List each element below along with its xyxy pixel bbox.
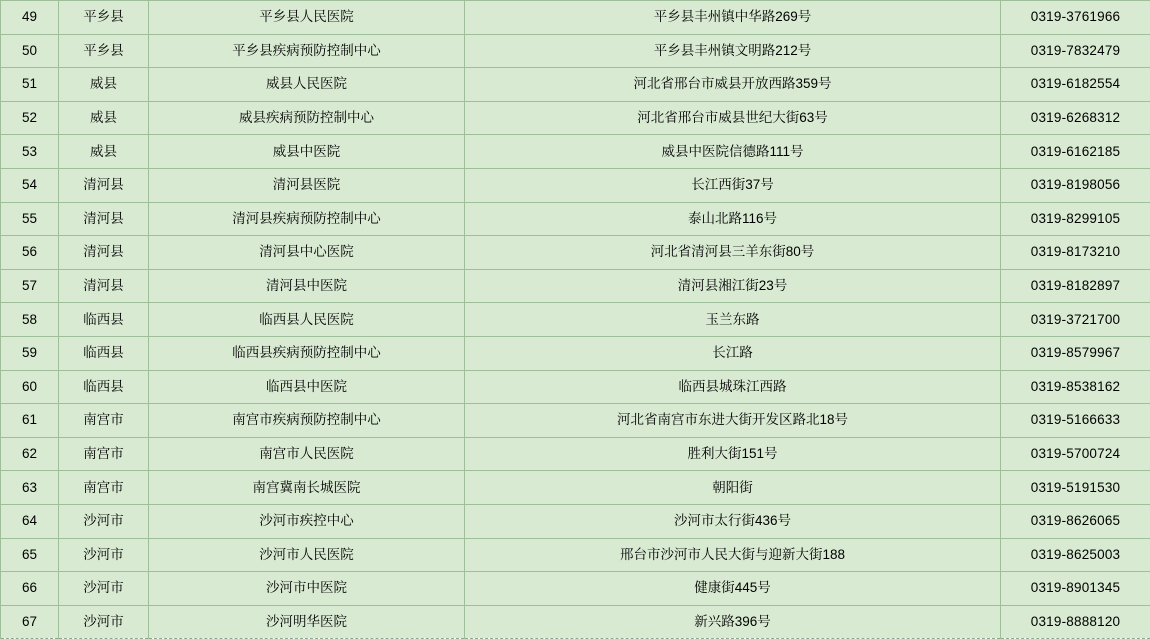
cell-phone: 0319-8198056 <box>1001 168 1150 202</box>
cell-region: 威县 <box>59 68 149 102</box>
cell-organization: 平乡县人民医院 <box>149 1 465 35</box>
cell-organization: 沙河明华医院 <box>149 605 465 639</box>
cell-region: 临西县 <box>59 370 149 404</box>
cell-organization: 南宫市疾病预防控制中心 <box>149 404 465 438</box>
cell-index: 49 <box>1 1 59 35</box>
cell-organization: 沙河市疾控中心 <box>149 504 465 538</box>
table-row <box>1 68 1150 102</box>
cell-index: 61 <box>1 404 59 438</box>
table-row <box>1 269 1150 303</box>
table-row <box>1 504 1150 538</box>
cell-address: 沙河市太行街436号 <box>465 504 1001 538</box>
table-row <box>1 101 1150 135</box>
cell-address: 长江路 <box>465 336 1001 370</box>
cell-address: 临西县城珠江西路 <box>465 370 1001 404</box>
cell-organization: 南宫冀南长城医院 <box>149 471 465 505</box>
cell-region: 清河县 <box>59 269 149 303</box>
cell-address: 河北省南宫市东进大街开发区路北18号 <box>465 404 1001 438</box>
cell-index: 63 <box>1 471 59 505</box>
cell-phone: 0319-5166633 <box>1001 404 1150 438</box>
cell-organization: 平乡县疾病预防控制中心 <box>149 34 465 68</box>
cell-organization: 清河县疾病预防控制中心 <box>149 202 465 236</box>
cell-index: 50 <box>1 34 59 68</box>
cell-region: 平乡县 <box>59 1 149 35</box>
cell-phone: 0319-8182897 <box>1001 269 1150 303</box>
table-row <box>1 572 1150 606</box>
cell-index: 56 <box>1 236 59 270</box>
cell-index: 67 <box>1 605 59 639</box>
cell-address: 胜利大街151号 <box>465 437 1001 471</box>
cell-region: 临西县 <box>59 303 149 337</box>
cell-index: 62 <box>1 437 59 471</box>
cell-index: 54 <box>1 168 59 202</box>
cell-organization: 临西县中医院 <box>149 370 465 404</box>
cell-index: 59 <box>1 336 59 370</box>
table-row <box>1 34 1150 68</box>
table-row <box>1 404 1150 438</box>
table-row <box>1 1 1150 35</box>
table-row <box>1 437 1150 471</box>
cell-address: 邢台市沙河市人民大街与迎新大街188 <box>465 538 1001 572</box>
cell-organization: 清河县医院 <box>149 168 465 202</box>
cell-address: 河北省邢台市威县世纪大街63号 <box>465 101 1001 135</box>
cell-region: 临西县 <box>59 336 149 370</box>
table-row <box>1 202 1150 236</box>
cell-organization: 南宫市人民医院 <box>149 437 465 471</box>
cell-phone: 0319-8901345 <box>1001 572 1150 606</box>
table-row <box>1 236 1150 270</box>
cell-address: 河北省邢台市威县开放西路359号 <box>465 68 1001 102</box>
cell-phone: 0319-5191530 <box>1001 471 1150 505</box>
cell-phone: 0319-8625003 <box>1001 538 1150 572</box>
cell-index: 57 <box>1 269 59 303</box>
cell-phone: 0319-7832479 <box>1001 34 1150 68</box>
cell-region: 南宫市 <box>59 404 149 438</box>
cell-address: 威县中医院信德路111号 <box>465 135 1001 169</box>
cell-organization: 威县人民医院 <box>149 68 465 102</box>
cell-phone: 0319-8299105 <box>1001 202 1150 236</box>
cell-region: 南宫市 <box>59 471 149 505</box>
cell-address: 河北省清河县三羊东街80号 <box>465 236 1001 270</box>
cell-phone: 0319-5700724 <box>1001 437 1150 471</box>
cell-organization: 威县疾病预防控制中心 <box>149 101 465 135</box>
table-row <box>1 303 1150 337</box>
table-row <box>1 336 1150 370</box>
cell-phone: 0319-8888120 <box>1001 605 1150 639</box>
cell-region: 沙河市 <box>59 504 149 538</box>
table-row <box>1 605 1150 639</box>
table-row <box>1 538 1150 572</box>
cell-organization: 威县中医院 <box>149 135 465 169</box>
cell-region: 清河县 <box>59 236 149 270</box>
cell-organization: 沙河市中医院 <box>149 572 465 606</box>
cell-phone: 0319-8626065 <box>1001 504 1150 538</box>
cell-organization: 临西县疾病预防控制中心 <box>149 336 465 370</box>
cell-phone: 0319-8579967 <box>1001 336 1150 370</box>
cell-phone: 0319-6162185 <box>1001 135 1150 169</box>
cell-region: 清河县 <box>59 168 149 202</box>
table-body <box>1 1 1150 639</box>
cell-index: 51 <box>1 68 59 102</box>
cell-region: 威县 <box>59 101 149 135</box>
cell-address: 平乡县丰州镇文明路212号 <box>465 34 1001 68</box>
table-row <box>1 135 1150 169</box>
cell-address: 平乡县丰州镇中华路269号 <box>465 1 1001 35</box>
cell-index: 55 <box>1 202 59 236</box>
cell-phone: 0319-3721700 <box>1001 303 1150 337</box>
cell-index: 65 <box>1 538 59 572</box>
table-row <box>1 471 1150 505</box>
cell-index: 58 <box>1 303 59 337</box>
cell-address: 新兴路396号 <box>465 605 1001 639</box>
cell-organization: 清河县中医院 <box>149 269 465 303</box>
cell-region: 清河县 <box>59 202 149 236</box>
cell-region: 南宫市 <box>59 437 149 471</box>
cell-region: 平乡县 <box>59 34 149 68</box>
cell-organization: 沙河市人民医院 <box>149 538 465 572</box>
cell-phone: 0319-6182554 <box>1001 68 1150 102</box>
cell-region: 沙河市 <box>59 538 149 572</box>
cell-address: 健康街445号 <box>465 572 1001 606</box>
cell-index: 64 <box>1 504 59 538</box>
cell-phone: 0319-3761966 <box>1001 1 1150 35</box>
table-row <box>1 168 1150 202</box>
cell-index: 52 <box>1 101 59 135</box>
cell-region: 威县 <box>59 135 149 169</box>
cell-address: 清河县湘江街23号 <box>465 269 1001 303</box>
cell-address: 玉兰东路 <box>465 303 1001 337</box>
cell-phone: 0319-8173210 <box>1001 236 1150 270</box>
cell-region: 沙河市 <box>59 605 149 639</box>
cell-phone: 0319-6268312 <box>1001 101 1150 135</box>
cell-region: 沙河市 <box>59 572 149 606</box>
cell-organization: 临西县人民医院 <box>149 303 465 337</box>
cell-address: 长江西街37号 <box>465 168 1001 202</box>
cell-organization: 清河县中心医院 <box>149 236 465 270</box>
cell-address: 泰山北路116号 <box>465 202 1001 236</box>
cell-index: 53 <box>1 135 59 169</box>
cell-index: 60 <box>1 370 59 404</box>
cell-index: 66 <box>1 572 59 606</box>
cell-phone: 0319-8538162 <box>1001 370 1150 404</box>
table-row <box>1 370 1150 404</box>
cell-address: 朝阳街 <box>465 471 1001 505</box>
